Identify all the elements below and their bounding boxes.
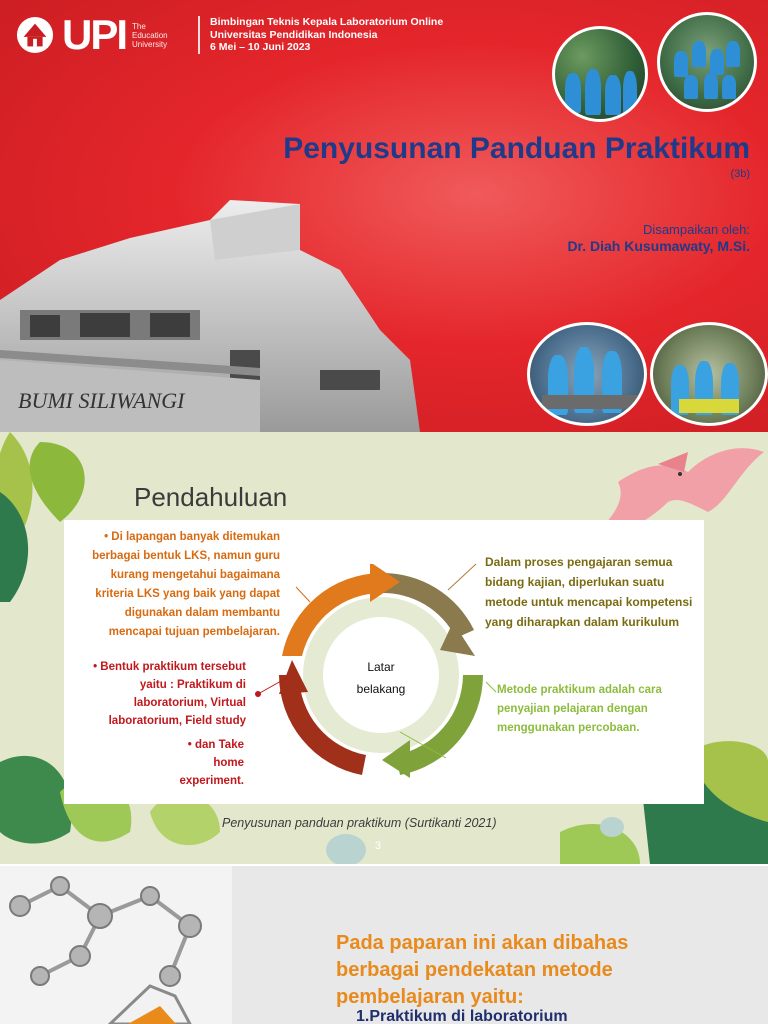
title-slide <box>0 0 768 432</box>
presented-by-label: Disampaikan oleh: <box>643 222 750 237</box>
photo-group-formation <box>657 12 757 112</box>
event-line-3: 6 Mei – 10 Juni 2023 <box>210 41 311 53</box>
molecule-icon <box>0 866 232 1024</box>
method-item-1: 1.Praktikum di laboratorium <box>356 1008 568 1024</box>
bullet-forms: • Bentuk praktikum tersebut yaitu : Praktikum di laboratorium, Virtual laboratorium, Field study <box>93 661 246 727</box>
bullet-home-experiment: • dan Take home experiment. <box>179 739 244 787</box>
right-text-process: Dalam proses pengajaran semua bidang kajian, diperlukan suatu metode untuk mencapai kompetensi yang diharapkan dalam kurikulum <box>485 555 693 629</box>
right-text-method: Metode praktikum adalah cara penyajian pelajaran dengan menggunakan percobaan. <box>497 684 662 734</box>
section-title: Pendahuluan <box>134 482 288 512</box>
slide-subtitle: (3b) <box>730 168 750 180</box>
event-line-1: Bimbingan Teknis Kepala Laboratorium Online <box>210 16 444 28</box>
upi-wordmark: UPI <box>62 11 127 58</box>
photo-lab-activity-2 <box>650 322 768 426</box>
cycle-center-line-1: Latar <box>367 660 395 674</box>
upi-tagline: The Education University <box>132 21 168 49</box>
molecule-panel <box>0 866 232 1024</box>
slide-title: Penyusunan Panduan Praktikum <box>283 132 750 165</box>
upi-logo <box>16 11 172 58</box>
slide-caption: Penyusunan panduan praktikum (Surtikanti 2021) <box>222 816 497 830</box>
building-photo <box>0 190 420 432</box>
methods-intro: Pada paparan ini akan dibahas berbagai pendekatan metode pembelajaran yaitu: <box>336 932 629 1008</box>
building-sign: BUMI SILIWANGI <box>18 388 185 413</box>
event-line-2: Universitas Pendidikan Indonesia <box>210 28 378 41</box>
header-divider <box>198 16 200 54</box>
page-number: 3 <box>375 840 382 852</box>
event-info <box>210 16 443 54</box>
cycle-center-line-2: belakang <box>356 682 406 696</box>
upi-emblem-icon <box>16 16 54 54</box>
bullet-lks: • Di lapangan banyak ditemukan berbagai bentuk LKS, namun guru kurang mengetahui bagaimana kriteria LKS yang baik yang dapat digunakan dalam membantu mencapai tujuan pembelajaran. <box>92 531 280 638</box>
connector-lines <box>0 432 768 864</box>
photo-group-outdoor <box>552 26 648 122</box>
intro-slide <box>0 432 768 864</box>
photo-lab-activity-1 <box>527 322 647 426</box>
presenter-name: Dr. Diah Kusumawaty, M.Si. <box>567 238 750 254</box>
methods-slide <box>0 866 768 1024</box>
